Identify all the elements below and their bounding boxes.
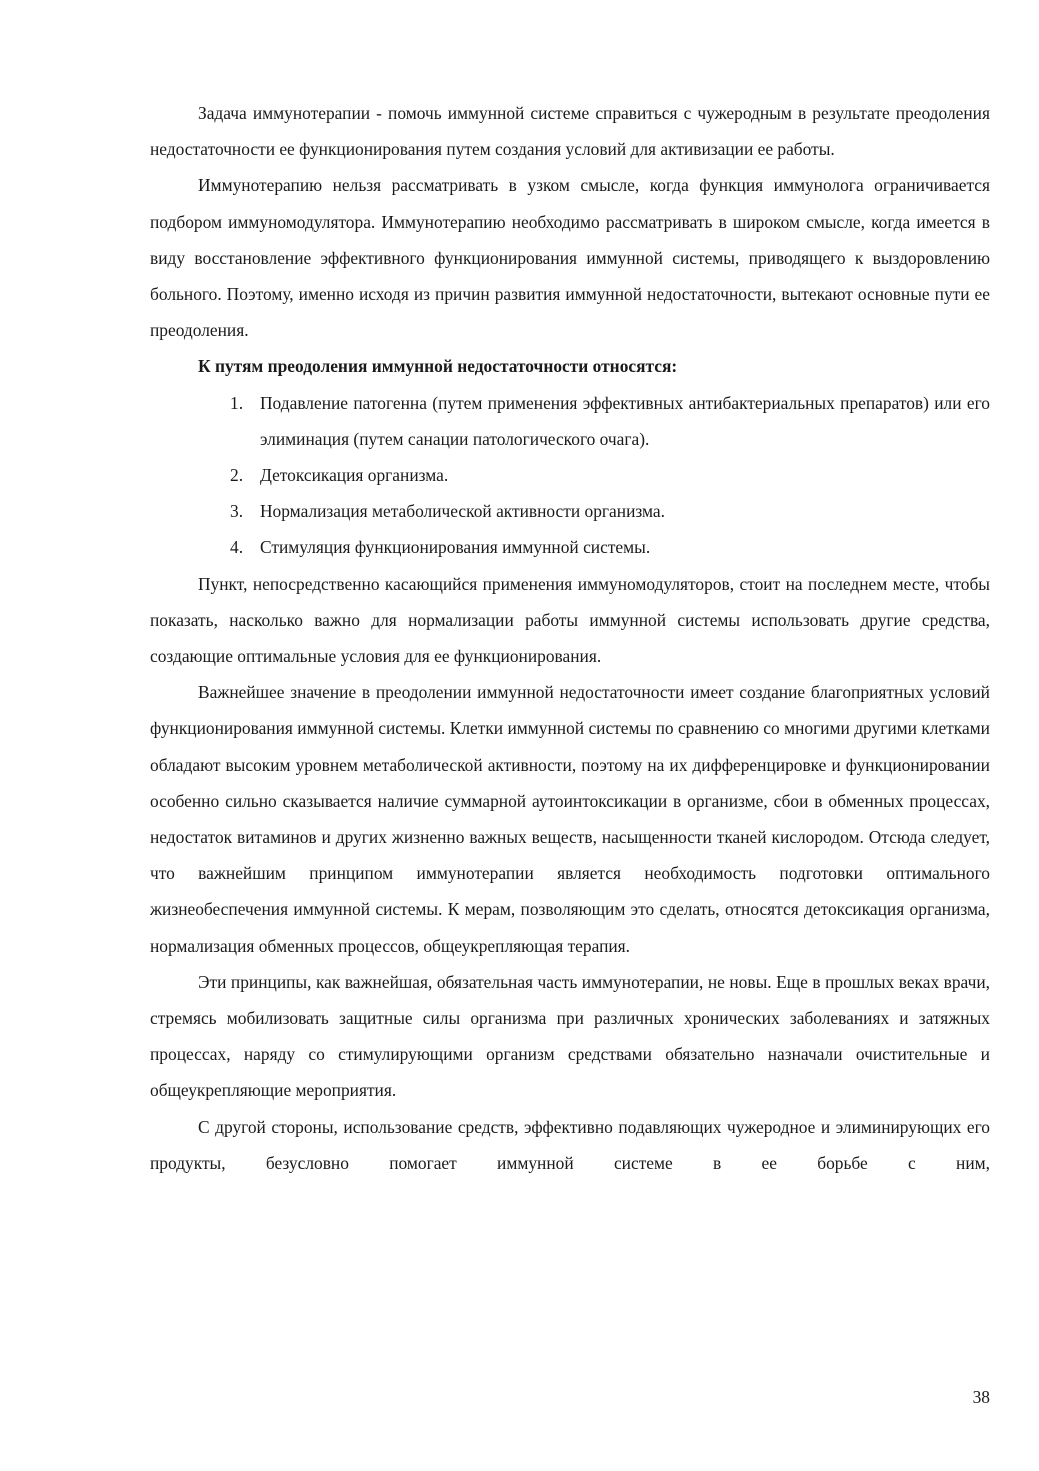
paragraph: Пункт, непосредственно касающийся применения иммуномодуляторов, стоит на последнем месте, чтобы показать, насколько важно для нормализации работы иммунной системы использовать другие средства, создающие оптимальные условия для ее функционирования. — [150, 573, 990, 667]
paragraph: Задача иммунотерапии - помочь иммунной системе справиться с чужеродным в результате преодоления недостаточности ее функционирования путем создания условий для активизации ее работы. — [150, 103, 990, 160]
list-item — [150, 457, 990, 493]
list-item — [150, 529, 990, 565]
paragraph: Иммунотерапию нельзя рассматривать в узком смысле, когда функция иммунолога ограничивается подбором иммуномодулятора. Иммунотерапию необходимо рассматривать в широком смысле, когда имеется в виду восстановление эффективного функционирования иммунной системы, приводящего к выздоровлению больного. Поэтому, именно исходя из причин развития иммунной недостаточности, вытекают основные пути ее преодоления. — [150, 175, 990, 341]
list-item-text: Подавление патогенна (путем применения эффективных антибактериальных препаратов) или его элиминация (путем санации патологического очага). — [260, 392, 990, 449]
page-number: 38 — [972, 1387, 990, 1407]
list-item — [150, 385, 990, 457]
paragraph: Эти принципы, как важнейшая, обязательная часть иммунотерапии, не новы. Еще в прошлых веках врачи, стремясь мобилизовать защитные силы организма при различных хронических заболеваниях и затяжных процессах, наряду со стимулирующими организм средствами обязательно назначали очистительные и общеукрепляющие мероприятия. — [150, 971, 990, 1101]
document-page — [150, 95, 990, 1181]
list-item — [150, 493, 990, 529]
list-item-number: 1. — [230, 392, 244, 413]
numbered-list — [150, 385, 990, 566]
list-item-number: 2. — [230, 465, 244, 486]
list-item-text: Детоксикация организма. — [260, 465, 449, 486]
list-item-text: Стимуляция функционирования иммунной системы. — [260, 537, 651, 558]
list-item-text: Нормализация метаболической активности организма. — [260, 501, 665, 522]
paragraph: Важнейшее значение в преодолении иммунной недостаточности имеет создание благоприятных условий функционирования иммунной системы. Клетки иммунной системы по сравнению со многими другими клетками обладают высоким уровнем метаболической активности, поэтому на их дифференцировке и функционировании особенно сильно сказывается наличие суммарной аутоинтоксикации в организме, сбои в обменных процессах, недостаток витаминов и других жизненно важных веществ, насыщенности тканей кислородом. Отсюда следует, что важнейшим принципом иммунотерапии является необходимость подготовки оптимального жизнеобеспечения иммунной системы. К мерам, позволяющим это сделать, относятся детоксикация организма, нормализация обменных процессов, общеукрепляющая терапия. — [150, 682, 990, 956]
list-item-number: 4. — [230, 537, 244, 558]
paragraph: С другой стороны, использование средств, эффективно подавляющих чужеродное и элиминирующих его продукты, безусловно помогает иммунной системе в ее борьбе с ним, — [150, 1116, 990, 1173]
list-item-number: 3. — [230, 501, 244, 522]
list-heading: К путям преодоления иммунной недостаточности относятся: — [198, 356, 678, 377]
